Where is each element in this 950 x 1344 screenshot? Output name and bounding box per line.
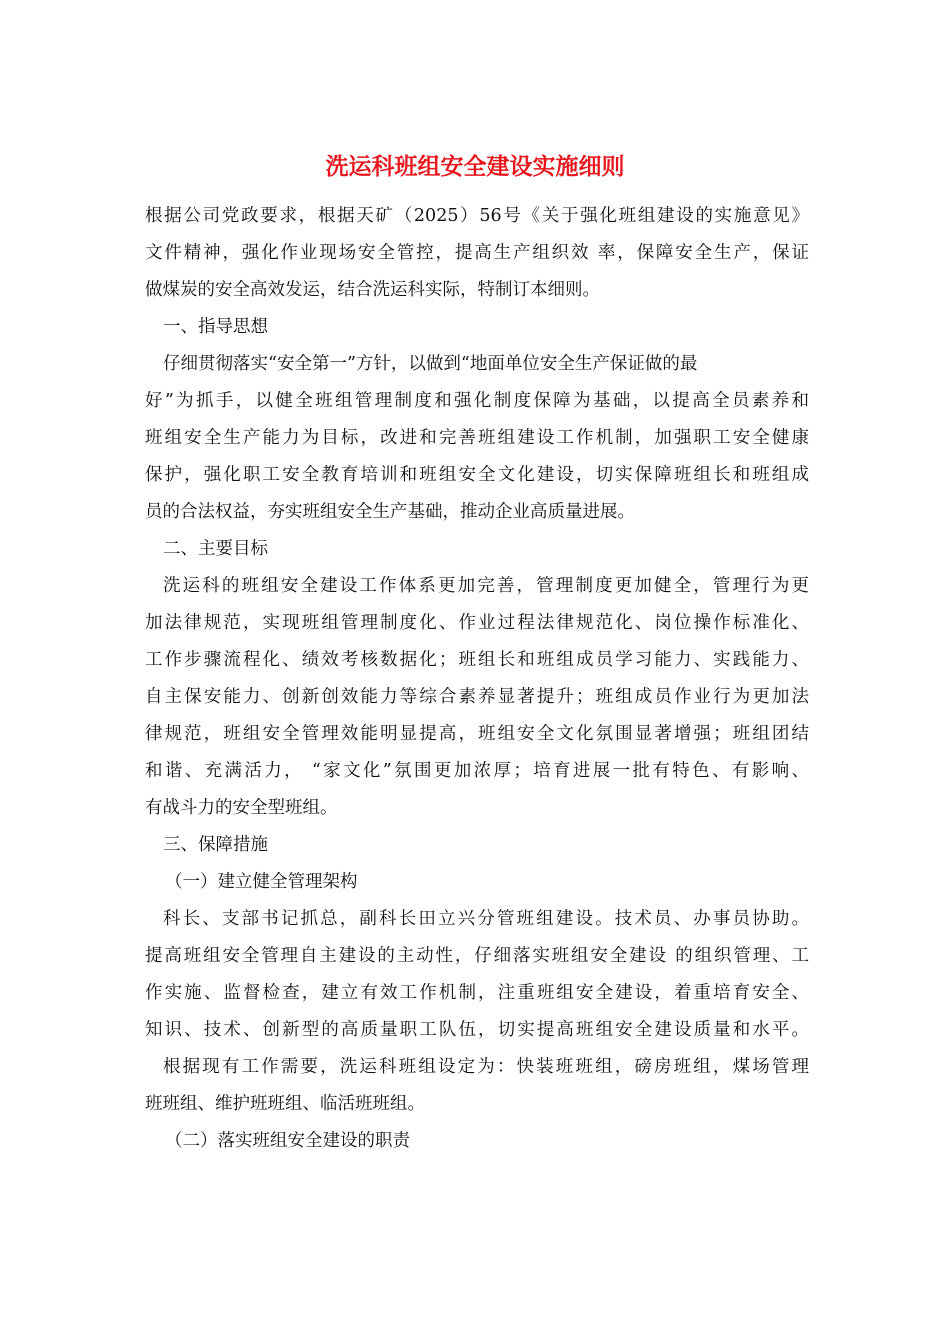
paragraph-line: 提高班组安全管理自主建设的主动性，仔细落实班组安全建设 的组织管理、工 <box>145 946 809 966</box>
paragraph-line: 律规范，班组安全管理效能明显提高，班组安全文化氛围显著增强；班组团结 <box>145 724 809 744</box>
paragraph-line: 加法律规范，实现班组管理制度化、作业过程法律规范化、岗位操作标准化、 <box>145 613 809 633</box>
paragraph-line: 工作步骤流程化、绩效考核数据化；班组长和班组成员学习能力、实践能力、 <box>145 650 809 670</box>
document-title: 洗运科班组安全建设实施细则 <box>325 153 625 180</box>
section-heading: 二、主要目标 <box>163 539 268 559</box>
paragraph-line: 仔细贯彻落实“安全第一”方针，以做到“地面单位安全生产保证做的最 <box>163 354 698 374</box>
section-heading: 一、指导思想 <box>163 317 268 337</box>
paragraph-line: 文件精神，强化作业现场安全管控，提高生产组织效 率，保障安全生产，保证 <box>145 243 809 263</box>
paragraph-line: 班组安全生产能力为目标，改进和完善班组建设工作机制，加强职工安全健康 <box>145 428 809 448</box>
subsection-heading: （一）建立健全管理架构 <box>165 872 358 892</box>
paragraph-line: 自主保安能力、创新创效能力等综合素养显著提升；班组成员作业行为更加法 <box>145 687 809 707</box>
paragraph-line: 做煤炭的安全高效发运，结合洗运科实际，特制订本细则。 <box>145 280 600 300</box>
paragraph-line: 根据现有工作需要，洗运科班组设定为：快装班班组，磅房班组，煤场管理 <box>163 1057 809 1077</box>
paragraph-line: 班班组、维护班班组、临活班班组。 <box>145 1094 425 1114</box>
subsection-heading: （二）落实班组安全建设的职责 <box>165 1131 410 1151</box>
paragraph-line: 有战斗力的安全型班组。 <box>145 798 338 818</box>
paragraph-line: 根据公司党政要求，根据天矿（2025）56号《关于强化班组建设的实施意见》 <box>145 206 809 226</box>
paragraph-line: 保护，强化职工安全教育培训和班组安全文化建设，切实保障班组长和班组成 <box>145 465 809 485</box>
document-body <box>145 198 809 1160</box>
paragraph-line: 洗运科的班组安全建设工作体系更加完善，管理制度更加健全，管理行为更 <box>163 576 809 596</box>
paragraph-line: 科长、支部书记抓总，副科长田立兴分管班组建设。技术员、办事员协助。 <box>163 909 809 929</box>
paragraph-line: 员的合法权益，夯实班组安全生产基础，推动企业高质量进展。 <box>145 502 635 522</box>
section-heading: 三、保障措施 <box>163 835 268 855</box>
paragraph-line: 知识、技术、创新型的高质量职工队伍，切实提高班组安全建设质量和水平。 <box>145 1020 809 1040</box>
paragraph-line: 和谐、充满活力， “家文化”氛围更加浓厚；培育进展一批有特色、有影响、 <box>145 761 809 781</box>
paragraph-line: 作实施、监督检查，建立有效工作机制，注重班组安全建设，着重培育安全、 <box>145 983 809 1003</box>
paragraph-line: 好”为抓手，以健全班组管理制度和强化制度保障为基础，以提高全员素养和 <box>145 391 809 411</box>
